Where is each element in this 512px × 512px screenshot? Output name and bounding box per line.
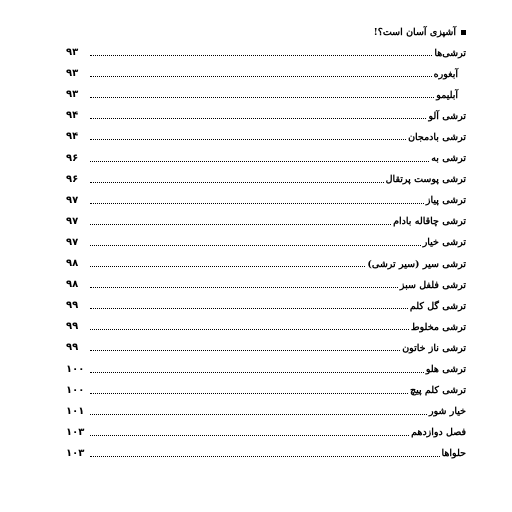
toc-entry-page-number: ۹۸	[66, 258, 79, 270]
toc-entry-title: ترشی هلو	[425, 364, 466, 375]
toc-entry	[66, 102, 466, 123]
dot-leader	[90, 55, 432, 56]
toc-entry-title: ترشی سیر (سیر ترشی)	[367, 258, 466, 270]
toc-entry-page-number: ۹۹	[66, 342, 79, 354]
toc-entry	[66, 123, 466, 144]
toc-entry-page-number: ۹۸	[66, 279, 79, 291]
toc-entry	[66, 144, 466, 165]
toc-entry-page-number: ۹۹	[66, 321, 79, 333]
toc-entry	[66, 313, 466, 334]
dot-leader	[90, 203, 424, 204]
dot-leader	[90, 414, 427, 415]
dot-leader	[90, 435, 409, 436]
toc-entry	[66, 271, 466, 292]
running-header-title: آشپزی آسان است؟!	[373, 26, 456, 38]
table-of-contents	[66, 39, 466, 461]
toc-entry-page-number: ۹۳	[66, 47, 79, 59]
toc-entry-page-number: ۹۶	[66, 152, 79, 164]
dot-leader	[90, 456, 440, 457]
toc-entry	[66, 334, 466, 355]
dot-leader	[90, 161, 429, 162]
dot-leader	[90, 139, 406, 140]
toc-entry	[66, 60, 466, 81]
header-bullet-icon	[461, 30, 466, 35]
toc-entry-title: ترشی‌ها	[434, 47, 466, 59]
dot-leader	[90, 287, 398, 288]
toc-entry	[66, 355, 466, 376]
toc-entry-title: ترشی ناز خاتون	[402, 342, 466, 354]
toc-entry-title: ترشی مخلوط	[410, 321, 466, 333]
toc-entry-page-number: ۹۴	[66, 110, 79, 122]
toc-entry	[66, 39, 466, 60]
dot-leader	[90, 224, 391, 225]
toc-entry-title: ترشی کلم پیچ	[409, 385, 466, 397]
toc-entry-page-number: ۱۰۱	[66, 405, 85, 417]
toc-entry	[66, 419, 466, 440]
dot-leader	[90, 350, 400, 351]
toc-entry	[66, 208, 466, 229]
toc-entry	[66, 81, 466, 102]
toc-entry-title: ترشی چاقاله بادام	[393, 216, 466, 228]
dot-leader	[90, 308, 408, 309]
toc-entry-title: ترشی فلفل سبز	[399, 279, 466, 291]
running-header	[374, 24, 466, 40]
toc-entry-title: ترشی بادمجان	[408, 131, 466, 143]
toc-entry-page-number: ۹۳	[66, 89, 79, 101]
dot-leader	[90, 266, 365, 267]
dot-leader	[90, 97, 434, 98]
toc-entry-title: ترشی پیاز	[425, 195, 466, 207]
dot-leader	[90, 329, 409, 330]
dot-leader	[90, 118, 426, 119]
toc-entry-page-number: ۹۷	[66, 236, 79, 248]
toc-entry-page-number: ۱۰۰	[66, 384, 85, 396]
toc-entry-title: ترشی آلو	[428, 110, 466, 122]
toc-entry-page-number: ۹۷	[66, 215, 79, 227]
dot-leader	[90, 393, 408, 394]
toc-entry-page-number: ۱۰۰	[66, 363, 85, 375]
toc-entry-title: آبلیمو	[436, 89, 458, 101]
toc-entry	[66, 229, 466, 250]
toc-entry-page-number: ۹۴	[66, 131, 79, 143]
toc-entry-page-number: ۱۰۳	[66, 447, 85, 459]
toc-entry-title: حلواها	[441, 448, 466, 460]
toc-entry-title: فصل دوازدهم	[411, 427, 466, 439]
toc-entry-title: ترشی گل کلم	[409, 300, 466, 312]
toc-entry-page-number: ۹۹	[66, 300, 79, 312]
toc-entry-title: ترشی پوست پرتقال	[385, 174, 466, 186]
dot-leader	[90, 76, 432, 77]
toc-entry-title: خیار شور	[429, 406, 466, 418]
dot-leader	[90, 182, 384, 183]
toc-entry-page-number: ۱۰۳	[66, 426, 85, 438]
toc-entry	[66, 187, 466, 208]
toc-entry	[66, 377, 466, 398]
toc-entry-page-number: ۹۷	[66, 194, 79, 206]
toc-entry	[66, 440, 466, 461]
toc-entry	[66, 398, 466, 419]
toc-entry-title: آبغوره	[433, 68, 458, 80]
toc-entry-page-number: ۹۶	[66, 173, 79, 185]
toc-entry	[66, 166, 466, 187]
dot-leader	[90, 372, 424, 373]
toc-entry	[66, 250, 466, 271]
toc-entry-title: ترشی به	[431, 153, 466, 165]
toc-entry-title: ترشی خیار	[422, 237, 466, 249]
toc-entry	[66, 292, 466, 313]
dot-leader	[90, 245, 421, 246]
toc-entry-page-number: ۹۳	[66, 68, 79, 80]
